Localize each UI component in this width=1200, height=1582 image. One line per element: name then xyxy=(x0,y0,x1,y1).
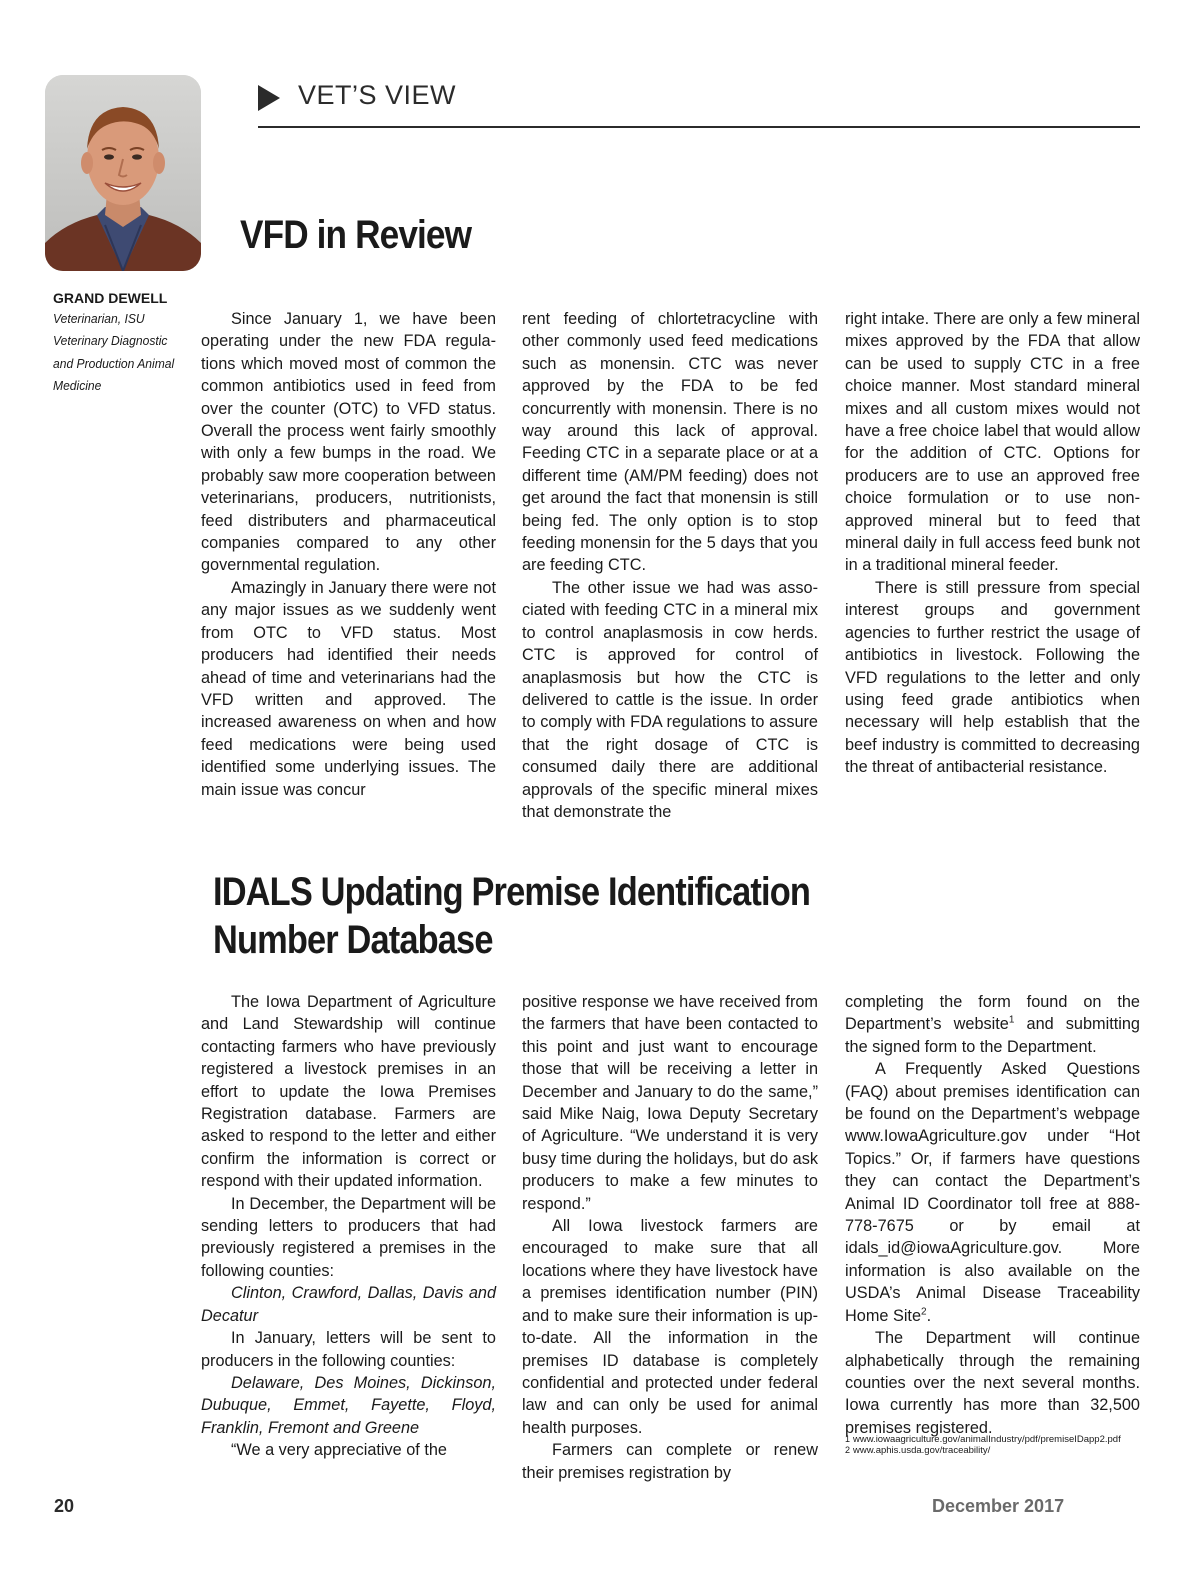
text-run: and submitting the signed form to the Department. xyxy=(845,1015,1140,1056)
issue-date: December 2017 xyxy=(932,1496,1065,1516)
section-label: VET’S VIEW xyxy=(298,80,457,110)
author-photo xyxy=(45,75,201,271)
paragraph: rent feeding of chlortetracycline with other commonly used feed medications such as monensin. CTC was never approved by the FDA to be fed concurrently with monensin. There is no way around this lack of approval. Feeding CTC in a separate place or at a different time (AM/PM feeding) does not get around the fact that monensin is still being fed. The only option is to stop feeding monensin for the 5 days that you are feeding CTC. xyxy=(522,310,818,575)
footnote-link[interactable]: www.iowaagriculture.gov/animalIndustry/pdf/premiseIDapp2.pdf xyxy=(853,1434,1121,1445)
paragraph: The Iowa Department of Agriculture and Land Stewardship will continue contacting farmers who have previously registered a livestock premises in an effort to update the Iowa Premises Registration database. Farmers are asked to respond to the letter and either confirm the information is correct or respond with their updated information. xyxy=(201,993,496,1191)
article1-column-2 xyxy=(522,308,818,823)
paragraph: The Department will continue alphabetically through the remaining counties over the next several months. Iowa currently has more than 32,500 premises registered. xyxy=(845,1329,1140,1437)
paragraph: Amazingly in January there were not any major issues as we suddenly went from OTC to VFD status. Most producers had identified their needs ahead of time and veterinarians had the VFD written and approved. The increased awareness on when and how feed medications were being used identified some underlying issues. The main issue was concur xyxy=(201,578,496,799)
author-name: GRAND DEWELL xyxy=(53,290,168,306)
article2-column-2 xyxy=(522,991,818,1484)
paragraph: positive response we have received from the farmers that have been contacted to this point and just want to encourage those that will be receiving a letter in December and January to do the same,” said Mike Naig, Iowa Deputy Secretary of Agriculture. “We understand it is very busy time during the holidays, but do ask producers to make a few minutes to respond.” xyxy=(522,993,818,1213)
footnotes xyxy=(845,1434,1145,1456)
article2-column-3 xyxy=(845,991,1140,1439)
footnote-number: 1 xyxy=(845,1434,851,1444)
text-run: A Frequently Asked Questions (FAQ) about premises identification can be found on the Department’s webpage www.IowaAgriculture.gov under “Hot Topics.” Or, if farmers have questions they can contact the Department’s Animal ID Coordinator toll free at 888-778-7675 or by email at idals_id@iowaAgriculture.gov. More information is also available on the USDA’s Animal Disease Traceability Home Site xyxy=(845,1060,1140,1325)
article2-title xyxy=(213,868,810,964)
footnote xyxy=(845,1445,1145,1456)
article2-title-line: IDALS Updating Premise Identification xyxy=(213,870,811,914)
footnote-number: 2 xyxy=(845,1445,851,1455)
footnote-ref: 2 xyxy=(921,1306,927,1318)
paragraph xyxy=(845,991,1140,1058)
paragraph: All Iowa livestock farmers are encouraged to make sure that all locations where they have livestock have a premises identification number (PIN) and to make sure their information is up-to-date. All the information in the premises ID database is completely confidential and protected under federal law and can only be used for animal health purposes. xyxy=(522,1217,818,1437)
author-role-line: Medicine xyxy=(53,378,102,394)
section-arrow-icon xyxy=(258,85,280,111)
author-byline xyxy=(53,288,193,398)
paragraph: There is still pressure from special interest groups and government agencies to further restrict the usage of antibiotics in livestock. Following the VFD regulations to the letter and only using feed grade antibiotics when necessary will help establish that the beef industry is committed to decreasing the threat of antibacterial resistance. xyxy=(845,578,1140,777)
paragraph: Farmers can complete or renew their premises registration by xyxy=(522,1441,818,1482)
page-number: 20 xyxy=(54,1496,75,1516)
author-role-line: and Production Animal xyxy=(53,355,175,371)
paragraph: right intake. There are only a few mineral mixes approved by the FDA that allow can be used to supply CTC in a free choice manner. Most standard mineral mixes and all custom mixes would not have a free choice label that would allow for the addition of CTC. Options for producers are to use an approved free choice formulation or to use non-approved mineral but to feed that mineral daily in full access feed bunk not in a traditional mineral feeder. xyxy=(845,310,1140,575)
author-role-line: Veterinarian, ISU xyxy=(53,311,145,326)
paragraph: “We a very appreciative of the xyxy=(231,1441,447,1460)
article1-title: VFD in Review xyxy=(240,213,472,257)
paragraph: Since January 1, we have been operating under the new FDA regulations which moved most of common the common antibiotics used in feed from over the counter (OTC) to VFD status. Overall the process went fairly smoothly with only a few bumps in the road. We probably saw more cooperation between veterinarians, producers, nutritionists, feed distributers and pharmaceutical companies compared to any other governmental regulation. xyxy=(201,310,496,575)
paragraph: The other issue we had was associated with feeding CTC in a mineral mix to control anaplasmosis in cow herds. CTC is approved for control of anaplasmosis but how the CTC is delivered to cattle is the issue. In order to comply with FDA regulations to assure that the right dosage of CTC is consumed daily there are additional approvals of the specific mineral mixes that demonstrate the xyxy=(522,578,818,821)
author-portrait-image xyxy=(45,75,201,271)
article1-column-1 xyxy=(201,308,496,801)
text-run: completing the form found on the Department’s website xyxy=(845,993,1140,1034)
county-list: Clinton, Crawford, Dallas, Davis and Decatur xyxy=(201,1284,496,1325)
article2-column-1 xyxy=(201,991,496,1462)
paragraph: In January, letters will be sent to producers in the following counties: xyxy=(201,1329,496,1370)
article2-title-line: Number Database xyxy=(213,918,493,962)
footnote-link[interactable]: www.aphis.usda.gov/traceability/ xyxy=(853,1445,991,1456)
paragraph xyxy=(845,1058,1140,1327)
author-role-line: Veterinary Diagnostic xyxy=(53,333,168,349)
article1-column-3 xyxy=(845,308,1140,779)
county-list: Delaware, Des Moines, Dickinson, Dubuque, Emmet, Fayette, Floyd, Franklin, Fremont and Greene xyxy=(201,1373,496,1437)
header-rule xyxy=(258,126,1140,128)
footnote xyxy=(845,1434,1145,1445)
paragraph: In December, the Department will be sending letters to producers that had previously registered a premises in the following counties: xyxy=(201,1194,496,1280)
text-run: . xyxy=(926,1306,932,1325)
footnote-ref: 1 xyxy=(1008,1014,1015,1026)
